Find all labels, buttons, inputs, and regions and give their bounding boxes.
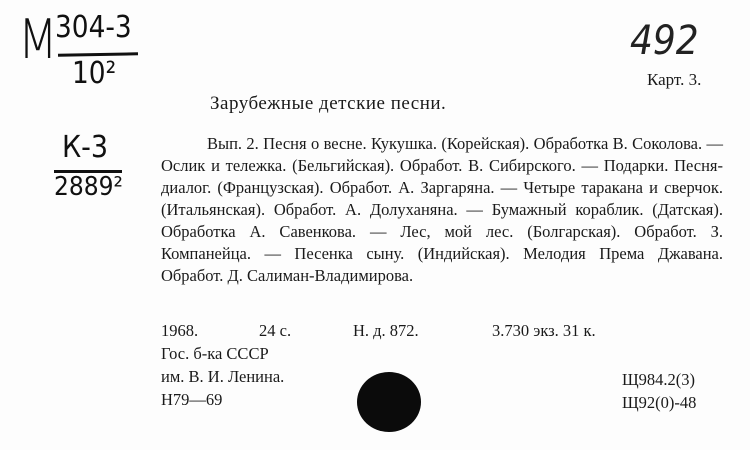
print-run-price: 3.730 экз. 31 к. xyxy=(492,321,596,340)
card-title: Зарубежные детские песни. xyxy=(210,93,447,114)
handwritten-shelf-number-top: 304-3 xyxy=(55,10,132,45)
card-punch-hole xyxy=(357,372,421,432)
handwritten-shelf-number-bottom: 10² xyxy=(72,56,117,91)
card-number-label: Карт. 3. xyxy=(647,70,702,89)
classification-code-2: Щ92(0)-48 xyxy=(622,393,697,412)
handwritten-k-code: К-3 xyxy=(62,130,109,165)
card-code: Н79—69 xyxy=(161,390,223,409)
pencil-card-number: 492 xyxy=(630,18,699,64)
handwritten-k-number: 2889² xyxy=(54,172,123,202)
classification-code-1: Щ984.2(3) xyxy=(622,370,696,389)
nd-number: Н. д. 872. xyxy=(353,321,419,340)
library-name-line1: Гос. б-ка СССР xyxy=(161,344,269,363)
publication-year: 1968. xyxy=(161,321,199,340)
page-count: 24 с. xyxy=(259,321,292,340)
handwritten-m-mark: М xyxy=(18,8,56,71)
library-name-line2: им. В. И. Ленина. xyxy=(161,367,285,386)
card-description-text: Вып. 2. Песня о весне. Кукушка. (Корейская). Обработка В. Соколова. — Ослик и тележка. (Бельгийская). Обработ. В. Сибирского. — Подарки. Песня-диалог. (Французская). Обработ. А. Заргаряна. — Четыре таракана и сверчок. (Итальянская). Обработ. А. Долуханяна. — Бумажный кораблик. (Датская). Обработка А. Савенкова. — Лес, мой лес. (Болгарская). Обработ. З. Компанейца. — Песенка сыну. (Индийская). Мелодия Према Джавана. Обработ. Д. Салиман-Владимирова. xyxy=(161,134,723,285)
card-description xyxy=(161,133,723,287)
